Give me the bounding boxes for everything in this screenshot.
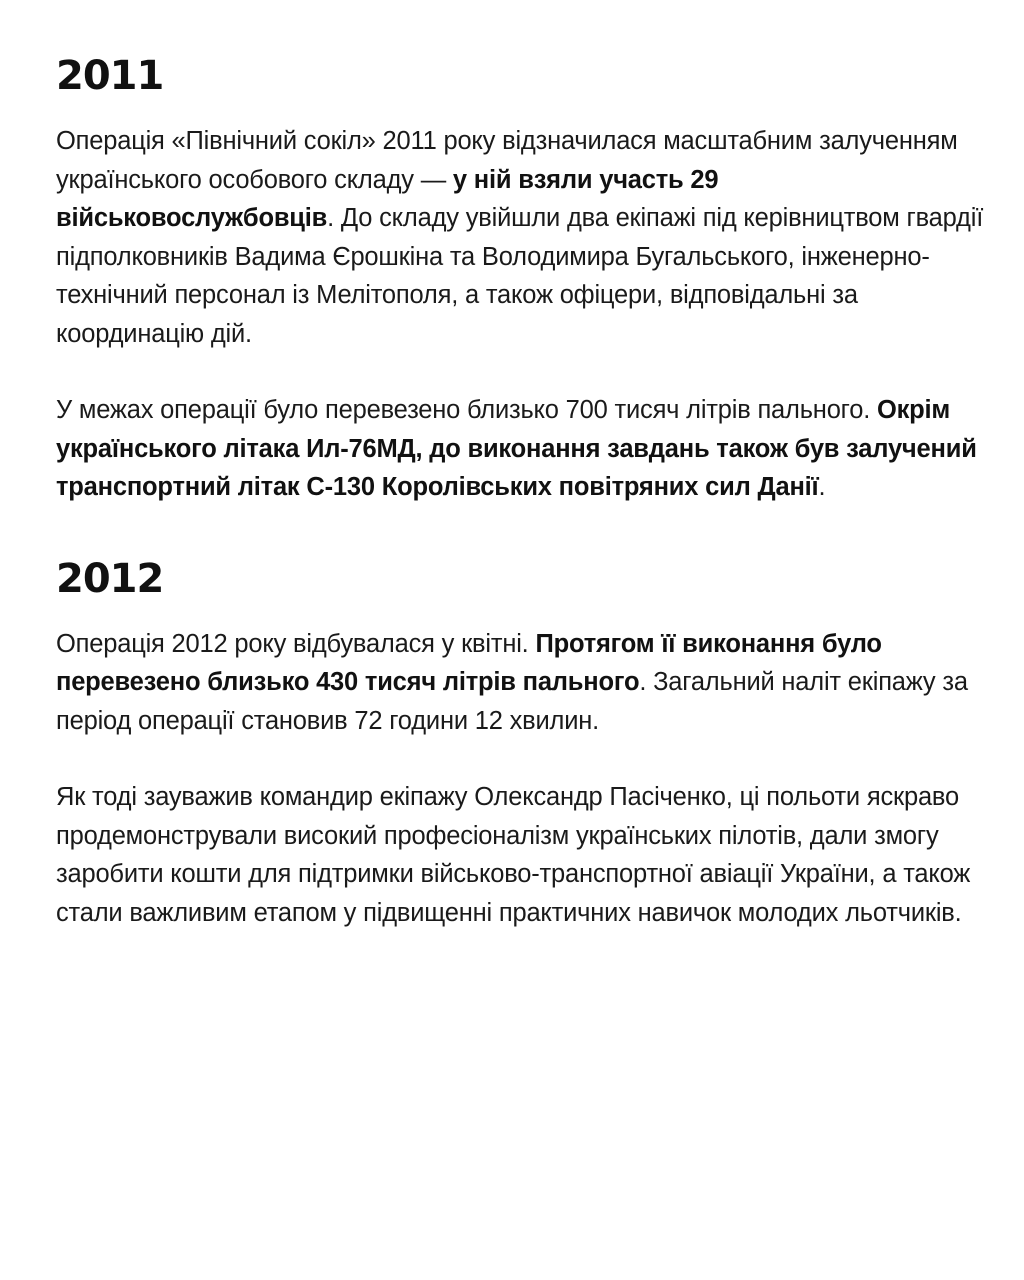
text-run: Операція «Північний сокіл» 2011 року відзначилася масштабним залученням українського особового складу —	[56, 127, 958, 194]
article	[56, 50, 986, 932]
bold-text-run: Протягом її виконання було перевезено близько 430 тисяч літрів пального	[56, 629, 882, 696]
bold-text-run: Окрім українського літака Ил-76МД, до виконання завдань також був залучений транспортний літак C-130 Королівських повітряних сил Данії	[56, 396, 977, 501]
text-run: . Загальний наліт екіпажу за період операції становив 72 години 12 хвилин.	[56, 668, 968, 735]
bold-text-run: у ній взяли участь 29 військовослужбовців	[56, 165, 719, 232]
paragraph-2012-fuel	[56, 625, 986, 741]
text-run: У межах операції було перевезено близько 700 тисяч літрів пального.	[56, 396, 877, 424]
year-heading-2012: 2012	[56, 555, 164, 602]
text-run: . До складу увійшли два екіпажі під керівництвом гвардії підполковників Вадима Єрошкіна та Володимира Бугальського, інженерно-технічний персонал із Мелітополя, а також офіцери, відповідальні за координацію дій.	[56, 204, 984, 348]
text-run: Як тоді зауважив командир екіпажу Олександр Пасіченко, ці польоти яскраво продемонстрували високий професіоналізм українських пілотів, дали змогу заробити кошти для підтримки військово-транспортної авіації України, а також стали важливим етапом у підвищенні практичних навичок молодих льотчиків.	[56, 783, 971, 927]
paragraph-2011-fuel	[56, 391, 986, 507]
text-run: .	[818, 473, 826, 501]
year-heading-2011: 2011	[56, 53, 164, 99]
paragraph-2011-participants	[56, 122, 986, 353]
text-run: Операція 2012 року відбувалася у квітні.	[56, 629, 536, 658]
paragraph-2012-commander-quote	[56, 778, 986, 932]
